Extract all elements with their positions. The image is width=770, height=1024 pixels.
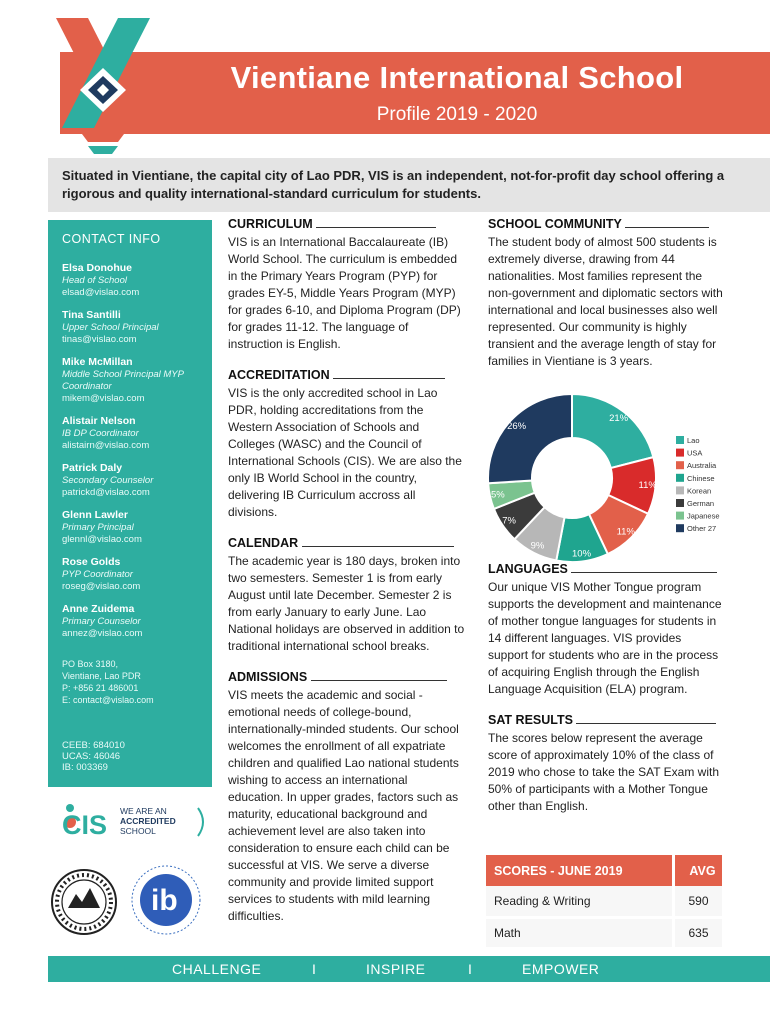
accreditation-badges (48, 790, 212, 955)
footer-band (48, 956, 770, 982)
contact-person (62, 262, 200, 299)
contact-name: Rose Golds (62, 556, 121, 568)
ib-logo (132, 866, 200, 934)
contact-name: Glenn Lawler (62, 509, 128, 521)
legend-swatch (676, 512, 684, 520)
pie-data-label: 21% (609, 412, 629, 424)
pie-data-label: 11% (616, 526, 635, 538)
school-codes (62, 740, 125, 773)
pie-data-label: 26% (507, 420, 527, 432)
section-title (488, 216, 724, 233)
pie-data-label: 10% (572, 548, 592, 560)
score-value: 590 (674, 886, 722, 917)
sat-body: The scores below represent the average score of approximately 10% of the class of 2019 who chose to take the SAT Exam with 50% of participants with a Mother Tongue other than English. (488, 731, 720, 813)
legend-label: German (687, 499, 715, 508)
legend-swatch (676, 524, 684, 532)
cis-logo (62, 804, 203, 840)
ceeb-code: CEEB: 684010 (62, 740, 125, 751)
table-header-scores: SCORES - JUNE 2019 (486, 855, 674, 886)
legend-label: Korean (687, 486, 712, 496)
contact-email[interactable]: annez@vislao.com (62, 628, 143, 639)
contact-name: Alistair Nelson (62, 415, 136, 427)
contact-person (62, 415, 200, 452)
section-title (228, 669, 466, 686)
contact-address (62, 658, 200, 706)
legend-label: Japanese (687, 511, 720, 521)
contact-person (62, 462, 200, 499)
badges-graphic (48, 790, 212, 955)
legend-label: Australia (687, 461, 717, 471)
contact-person (62, 309, 200, 346)
cis-text-line: WE ARE AN (120, 806, 167, 816)
contact-name: Mike McMillan (62, 356, 133, 368)
contact-role: Head of School (62, 275, 127, 286)
contact-email[interactable]: mikem@vislao.com (62, 393, 145, 404)
table-row (486, 886, 722, 917)
pie-data-label: 7% (502, 515, 517, 527)
footer-word: INSPIRE (366, 961, 426, 977)
score-value: 635 (674, 917, 722, 948)
community-title: SCHOOL COMMUNITY (488, 217, 622, 231)
footer-divider: I (468, 961, 473, 977)
legend-label: Other 27 (687, 524, 717, 534)
contact-email[interactable]: glennl@vislao.com (62, 534, 142, 545)
section-title (228, 216, 466, 233)
contact-role: Upper School Principal (62, 322, 159, 333)
legend-swatch (676, 486, 684, 494)
pie-chart-svg (486, 392, 726, 564)
legend-label: USA (687, 448, 703, 458)
table-header-avg: AVG (674, 855, 722, 886)
accreditation-title: ACCREDITATION (228, 368, 330, 382)
ib-letters: ib (151, 884, 178, 917)
pie-slice-other-27 (488, 394, 572, 483)
contact-role: Middle School Principal MYP Coordinator (62, 369, 184, 392)
contact-name: Elsa Donohue (62, 262, 133, 274)
cis-text-line: ACCREDITED (120, 816, 176, 826)
header (0, 0, 770, 155)
contact-email[interactable]: elsad@vislao.com (62, 287, 140, 298)
pie-slice-lao (572, 394, 653, 468)
cis-letters: CIS (62, 810, 108, 840)
score-label: Reading & Writing (486, 886, 674, 917)
table-header-row (486, 855, 722, 886)
accreditation-body: VIS is the only accredited school in Lao PDR, holding accreditations from the Western Association of Schools and Colleges (WASC) and the Council of International Schools (CIS). We are also the only IB World School in the country, delivering IB Curriculum accross all divisions. (228, 386, 462, 519)
sat-scores-table (486, 855, 722, 950)
admissions-title: ADMISSIONS (228, 670, 308, 684)
legend-swatch (676, 436, 684, 444)
curriculum-body: VIS is an International Baccalaureate (IB) World School. The curriculum is embedded in the Primary Years Program (PYP) for grades EY-5, Middle Years Program (MYP) for grades 6-10, and Diploma Program (DP) for grades 11-12. The language of instruction is English. (228, 235, 461, 351)
address-phone: P: +856 21 486001 (62, 683, 139, 693)
page-subtitle: Profile 2019 - 2020 (376, 104, 538, 125)
score-label: Math (486, 917, 674, 948)
contact-person (62, 603, 200, 640)
contact-role: IB DP Coordinator (62, 428, 139, 439)
languages-title: LANGUAGES (488, 562, 568, 576)
pie-data-label: 5% (490, 489, 505, 501)
contact-email[interactable]: roseg@vislao.com (62, 581, 141, 592)
contact-panel (48, 220, 212, 787)
contact-email[interactable]: alistairn@vislao.com (62, 440, 150, 451)
calendar-title: CALENDAR (228, 536, 299, 550)
contact-email[interactable]: patrickd@vislao.com (62, 487, 150, 498)
address-line: Vientiane, Lao PDR (62, 671, 141, 681)
curriculum-title: CURRICULUM (228, 217, 313, 231)
ib-code: IB: 003369 (62, 762, 108, 773)
contact-name: Tina Santilli (62, 309, 121, 321)
intro-banner: Situated in Vientiane, the capital city of Lao PDR, VIS is an independent, not-for-profit day school offering a rigorous and quality international-standard curriculum for students. (48, 158, 770, 212)
calendar-body: The academic year is 180 days, broken into two semesters. Semester 1 is from early August until late December. Semester 2 is from early January to early June. Lao National holidays are observed in addition to traditional international school breaks. (228, 554, 465, 653)
contact-role: PYP Coordinator (62, 569, 133, 580)
contact-role: Primary Principal (62, 522, 134, 533)
content-column-left (228, 216, 466, 939)
legend-swatch (676, 461, 684, 469)
footer-word: EMPOWER (522, 961, 600, 977)
wasc-seal-icon (52, 870, 116, 934)
page-title: Vientiane International School (230, 60, 684, 95)
section-title (228, 367, 466, 384)
section-title (488, 712, 724, 729)
pie-data-label: 9% (530, 540, 545, 552)
legend-swatch (676, 449, 684, 457)
admissions-body: VIS meets the academic and social -emotional needs of college-bound, internationally-minded students. Our school welcomes the enrollment of all expatriate children and qualified Lao national students wishing to access an international education. In upper grades, factors such as maturity, educational background and achievement level are also taken into consideration to ensure each child can be successful at VIS. We serve a diverse community and provide limited support services to students with mild learning difficulties. (228, 688, 459, 923)
legend-label: Chinese (687, 473, 715, 483)
contact-name: Patrick Daly (62, 462, 123, 474)
vis-x-logo-icon (48, 10, 158, 160)
contact-email[interactable]: tinas@vislao.com (62, 334, 137, 345)
cis-text-line: SCHOOL (120, 826, 156, 836)
legend-swatch (676, 474, 684, 482)
sat-title: SAT RESULTS (488, 713, 573, 727)
contact-role: Secondary Counselor (62, 475, 154, 486)
ucas-code: UCAS: 46046 (62, 751, 121, 762)
community-body: The student body of almost 500 students is extremely diverse, drawing from 44 nationalities. Most families represent the non-government and diplomatic sectors with international and local businesses also well represented. Our community is highly transient and the average length of stay for families in Vientiane is 3 years. (488, 235, 723, 368)
section-title (228, 535, 466, 552)
contact-person (62, 356, 200, 405)
legend-swatch (676, 499, 684, 507)
contact-person (62, 556, 200, 593)
footer-divider: I (312, 961, 317, 977)
contact-name: Anne Zuidema (62, 603, 135, 615)
address-line: PO Box 3180, (62, 659, 119, 669)
pie-data-label: 11% (638, 480, 657, 492)
legend-label: Lao (687, 436, 700, 445)
contact-person (62, 509, 200, 546)
address-email[interactable]: E: contact@vislao.com (62, 695, 154, 705)
table-row (486, 917, 722, 948)
languages-body: Our unique VIS Mother Tongue program supports the development and maintenance of mother tongue languages for students in 14 different languages. VIS provides support for students who are in the process of acquiring English through the English Language Acquisition (ELA) program. (488, 580, 722, 696)
contact-role: Primary Counselor (62, 616, 141, 627)
contact-title: CONTACT INFO (62, 232, 161, 246)
languages-pie-chart (486, 392, 726, 564)
footer-word: CHALLENGE (172, 961, 262, 977)
